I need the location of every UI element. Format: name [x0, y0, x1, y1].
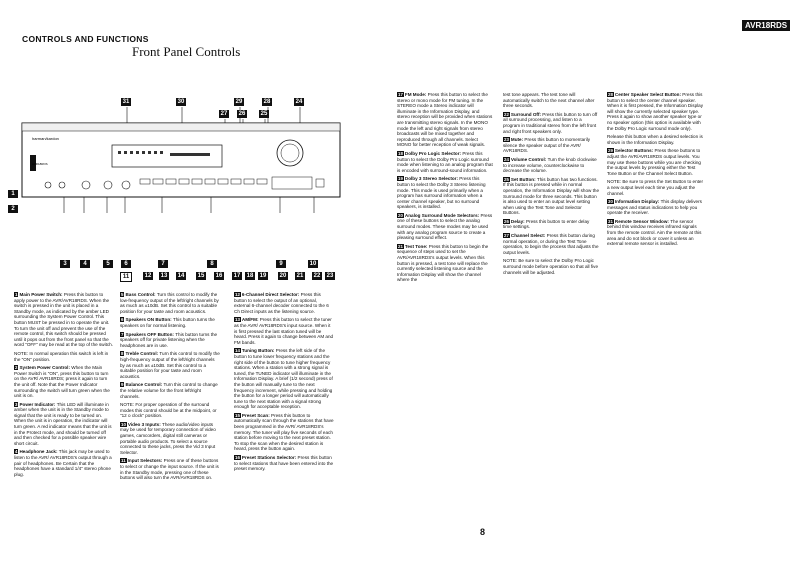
item-text: Press this button to enter delay time settings.: [503, 218, 590, 230]
callout-11: 11: [120, 272, 132, 282]
paragraph: [503, 112, 599, 134]
item-text: Press this button to select the center channel speaker. When it is first pressed, the Information Display will show the currently selected speaker type. Press it again to show another speaker type or no speaker option (this option is available with the Dolby Pro Logic surround mode only).: [607, 92, 703, 131]
item-number-badge: 30: [608, 199, 613, 205]
section-heading: CONTROLS AND FUNCTIONS: [22, 34, 149, 44]
paragraph: [234, 348, 334, 410]
paragraph: [503, 137, 599, 154]
callout-31: 31: [122, 99, 130, 105]
item-text: NOTE: For proper operation of the surround modes this control should be at the midpoint, or "12 o clock" position.: [120, 402, 217, 419]
paragraph: [120, 382, 220, 399]
item-text: These audio/video inputs may be used for temporary connection of video games, camcorders, digital still cameras or portable audio products. To select a source connected to these jacks, press the Vid 3 Input Selector.: [120, 421, 216, 455]
callout-12: 12: [144, 273, 152, 279]
item-text: Turn this control to change the relative volume for the front left/right channels.: [120, 382, 218, 399]
callout-23: 23: [326, 273, 334, 279]
callout-5: 5: [103, 260, 113, 268]
item-number-badge: 17: [398, 92, 403, 97]
text-column-4: [397, 92, 493, 286]
item-number-badge: 10: [121, 421, 126, 427]
paragraph: [607, 92, 703, 131]
item-label: Selector Buttons:: [614, 148, 655, 154]
paragraph: [234, 413, 334, 452]
paragraph: [14, 292, 114, 348]
callout-2: 2: [8, 205, 18, 213]
item-text: Turn the knob clockwise to increase volume, counterclockwise to decrease the volume.: [503, 156, 597, 174]
callout-22: 22: [313, 273, 321, 279]
item-label: Main Power Switch:: [19, 292, 64, 297]
item-number-badge: 23: [504, 137, 509, 143]
text-column-5: [503, 92, 599, 278]
callout-25: 25: [260, 111, 268, 117]
callout-6: 6: [121, 260, 131, 268]
item-label: Speakers ON Button:: [125, 317, 173, 323]
paragraph: [503, 157, 599, 174]
callout-20: 20: [279, 273, 287, 279]
callout-27: 27: [220, 111, 228, 117]
item-number-badge: 14: [235, 348, 240, 354]
callout-3: 3: [60, 260, 70, 268]
item-text: Press this button to select the stereo or mono mode for FM tuning. In the STEREO mode a Stereo indicator will illuminate in the Information Display, and stereo reception will be provided when stations are transmitting stereo signals. In the MONO mode the left and right signals from stereo broadcasts will be mixed together and reproduced through all channels. Select MONO for better reception of weak signals.: [397, 92, 493, 148]
paragraph: [234, 455, 334, 472]
item-label: Tuning Button:: [241, 348, 276, 354]
item-text: Press this button to begin the sequence of steps used to set the AVR/AVR18RDS's output levels. When this button is pressed, a test tone will replace the currently selected listening source and the Information Display will show the channel where the: [397, 243, 489, 283]
item-text: Press this button to select the output of an optional, external 6-channel decoder connected to the 6 Ch Direct inputs as the listening source.: [234, 292, 329, 314]
item-label: Volume Control:: [510, 156, 548, 162]
item-label: Power Indicator:: [19, 401, 57, 407]
item-label: Center Speaker Select Button:: [614, 92, 683, 97]
item-text: Turn this control to modify the low-frequency output of the left/right channels by as much as ±10dB. Set this control to a suitable position for your taste and room acoustics.: [120, 292, 219, 314]
paragraph: [120, 317, 220, 328]
item-label: Treble Control:: [125, 351, 160, 357]
callout-17: 17: [233, 273, 241, 279]
callout-26: 26: [238, 111, 246, 117]
item-label: Analog Surround Mode Selectors:: [404, 212, 481, 218]
item-text: Press this button to select stations that have been entered into the preset memory.: [234, 455, 334, 472]
paragraph: [397, 151, 493, 173]
paragraph: [14, 402, 114, 447]
text-column-1: [14, 292, 114, 480]
text-column-2: [120, 292, 220, 484]
item-text: The sensor behind this window receives infrared signals from the remote control. Aim the remote at this area and do not block or cover it unless an external remote sensor is installed.: [607, 218, 702, 247]
panel-model-text: AVR18RDS: [32, 162, 48, 166]
callout-4: 4: [80, 260, 90, 268]
item-text: Press this button to apply power to the AVR/AVR18RDS. When the switch is pressed in the unit is placed in a Standby mode, as indicated by the amber LED surrounding the System Power Control. This button MUST be pressed in to operate the unit. To turn the unit off and prevent the use of the remote control, this switch should be pressed until it pops out from the front panel so that the word "OFF" may be read at the top of the switch.: [14, 292, 114, 348]
callout-15: 15: [197, 273, 205, 279]
item-text: Press this button during normal operation, or during the Test Tone operation, to begin the process that adjusts the output levels.: [503, 233, 599, 255]
callout-8: 8: [207, 260, 217, 268]
callout-28: 28: [263, 99, 271, 105]
item-number-badge: 5: [121, 292, 124, 297]
item-number-badge: 13: [235, 317, 240, 323]
item-label: Test Tone:: [404, 243, 429, 249]
item-number-badge: 24: [504, 156, 509, 162]
item-number-badge: 8: [121, 351, 124, 357]
callout-16: 16: [215, 273, 223, 279]
paragraph: [607, 179, 703, 196]
item-number-badge: 6: [121, 317, 124, 323]
item-text: NOTE: In normal operation this switch is left in the "ON" position.: [14, 350, 109, 362]
callout-10: 10: [309, 261, 317, 267]
item-number-badge: 11: [121, 458, 126, 464]
page-title: Front Panel Controls: [132, 44, 241, 59]
paragraph: [503, 92, 599, 109]
item-label: Bass Control:: [125, 292, 157, 297]
item-label: Speakers OFF Button:: [125, 331, 176, 337]
item-label: Information Display:: [614, 199, 661, 205]
item-number-badge: 19: [398, 176, 403, 182]
text-column-6: [607, 92, 703, 250]
item-label: Delay:: [510, 218, 526, 224]
paragraph: [397, 176, 493, 210]
paragraph: [120, 402, 220, 419]
paragraph: [397, 92, 493, 148]
paragraph: [607, 219, 703, 247]
item-text: Press this button to select the tuner as the AVR/ AVR18RDS's input source. When it is first pressed the last station tuned will be heard. Press it again to change between AM and FM bands.: [234, 317, 334, 345]
item-number-badge: 3: [15, 401, 18, 407]
callout-19: 19: [259, 273, 267, 279]
item-number-badge: 28: [608, 92, 613, 97]
item-number-badge: 25: [504, 176, 509, 182]
paragraph: [14, 351, 114, 362]
paragraph: [120, 422, 220, 456]
item-label: Surround Off:: [510, 111, 543, 117]
item-text: This LED will illuminate in amber when the unit is in the Standby mode to signal that the unit is ready to be turned on. When the unit is in operation, the indicator will turn green. A red indicator means that the unit is in the Protect mode, and should be turned off and then checked for a possible speaker wire short circuit.: [14, 401, 112, 446]
front-panel-diagram: [0, 95, 380, 255]
item-text: Press this button to select the Dolby Pro Logic surround mode when listening to an analog program that is encoded with surround-sound information.: [397, 150, 493, 173]
item-label: 6-Channel Direct Selector:: [241, 292, 301, 297]
model-badge: AVR18RDS: [742, 20, 790, 31]
item-number-badge: 31: [608, 218, 613, 224]
item-number-badge: 1: [15, 292, 18, 297]
item-text: Press this button to automatically scan through the stations that have been programmed in the AVR/ AVR18RDS's memory. The tuner will play five seconds of each station before moving to the next preset station. To stop the scan when the desired station is heard, press the button again.: [234, 412, 334, 452]
callout-29: 29: [235, 99, 243, 105]
item-label: Dolby Pro Logic Selector:: [404, 150, 463, 156]
item-text: Release this button when a desired selection is shown in the Information Display.: [607, 134, 703, 145]
item-label: Input Selectors:: [127, 458, 164, 464]
callout-13: 13: [160, 273, 168, 279]
item-text: NOTE: Be sure to press the Set Button to enter a new output level each time you adjust the channel.: [607, 179, 704, 196]
item-text: Press this button to select the Dolby 3 Stereo listening mode. This mode is used primarily when a program has surround information when a center channel speaker, but no surround speakers, is installed.: [397, 176, 486, 210]
item-text: Turn this control to modify the high-frequency output of the left/right channels by as much as ±10dB. Set this control to a suitable position for your taste and room acoustics.: [120, 351, 220, 379]
item-text: This display delivers messages and status indications to help you operate the receiver.: [607, 199, 702, 216]
item-text: When the Main Power Switch is "ON", press this button to turn on the AVR/ AVR18RDS; press it again to turn the unit off. Note that the Power Indicator surrounding the switch will turn green when the unit is on.: [14, 365, 110, 399]
panel-brand: harman/kardon: [32, 136, 59, 141]
item-label: Video 3 Inputs:: [127, 421, 163, 427]
item-text: Press one of these buttons to select the analog surround modes. These modes may be used with any analog program source to create a pleasing surround effect.: [397, 212, 493, 241]
item-text: This button turns the speakers on for normal listening.: [120, 317, 215, 328]
item-label: Mute:: [510, 137, 525, 143]
paragraph: [503, 258, 599, 275]
paragraph: [14, 365, 114, 399]
item-number-badge: 7: [121, 331, 124, 337]
paragraph: [607, 199, 703, 216]
item-label: Channel Select:: [510, 233, 547, 239]
callout-30: 30: [177, 99, 185, 105]
item-label: Dolby 3 Stereo Selector:: [404, 176, 460, 182]
paragraph: [120, 458, 220, 480]
item-number-badge: 22: [504, 111, 509, 117]
paragraph: [607, 148, 703, 176]
item-text: This button has two functions. If this button is pressed while in normal operation, the Information Display will show the Surround mode for three seconds. This button is also used to enter an output level setting when using the Test Tone and Selector Buttons.: [503, 176, 600, 216]
paragraph: [120, 292, 220, 314]
paragraph: [120, 351, 220, 379]
item-text: Press this button to momentarily silence the speaker output of the AVR/ AVR18RDS.: [503, 137, 591, 154]
item-number-badge: 29: [608, 148, 613, 154]
paragraph: [14, 449, 114, 477]
item-label: Preset Scan:: [241, 412, 271, 418]
item-label: AM/FM:: [241, 317, 260, 323]
item-label: Headphone Jack:: [19, 449, 59, 455]
item-number-badge: 4: [15, 449, 18, 455]
paragraph: [397, 213, 493, 241]
paragraph: [234, 292, 334, 314]
item-label: System Power Control:: [19, 365, 72, 371]
paragraph: [120, 332, 220, 349]
item-text: This button turns the speakers off for private listening when the headphones are in use.: [120, 331, 218, 348]
item-text: This jack may be used to listen to the AVR/ AVR18RDS's output through a pair of headphones. Be Certain that the headphones have a standard 1/4" stereo phone plug.: [14, 449, 112, 477]
item-text: Press one of these buttons to select or change the input source. If the unit is in the Standby mode, pressing one of these buttons will also turn the AVR/AVR18RDS on.: [120, 458, 219, 481]
item-number-badge: 21: [398, 243, 403, 249]
item-label: Remote Sensor Window:: [614, 218, 671, 224]
callout-9: 9: [276, 260, 286, 268]
callout-14: 14: [177, 273, 185, 279]
paragraph: [607, 134, 703, 145]
item-number-badge: 16: [235, 455, 240, 461]
item-number-badge: 15: [235, 412, 240, 418]
item-number-badge: 12: [235, 292, 240, 297]
item-label: Set Button:: [510, 176, 537, 182]
callout-21: 21: [296, 273, 304, 279]
item-number-badge: 26: [504, 218, 509, 224]
item-text: Press the left side of the button to tune lower frequency stations and the right side of the button to tune higher frequency stations. When a station with a strong signal is tuned, the TUNED indicator will illuminate in the Information Display. A brief (1/2 second) press of the button will manually tune to the next frequency increment, while pressing and holding the button for a longer period will automatically tune to the next station with a signal strong enough for acceptable reception.: [234, 348, 333, 410]
item-label: FM Mode:: [404, 92, 428, 97]
item-number-badge: 20: [398, 212, 403, 218]
item-text: Press this button to turn off all surround processing, and listen to a program in traditional stereo from the left front and right front speakers only.: [503, 111, 598, 134]
paragraph: [503, 219, 599, 230]
item-number-badge: 9: [121, 382, 124, 388]
callout-1: 1: [8, 190, 18, 198]
item-text: test tone appears. The test tone will automatically switch to the next channel after three seconds.: [503, 92, 595, 109]
callout-18: 18: [246, 273, 254, 279]
page-number: 8: [480, 527, 486, 537]
text-column-3: [234, 292, 334, 475]
item-text: NOTE: Be sure to select the Dolby Pro Logic surround mode before operation so that all five channels will be adjusted.: [503, 258, 598, 275]
item-label: Preset Stations Selector:: [241, 455, 298, 461]
item-number-badge: 2: [15, 365, 18, 371]
paragraph: [503, 177, 599, 216]
paragraph: [397, 244, 493, 283]
item-text: Press these buttons to adjust the AVR/AVR18RDS output levels. You may use these buttons while you are checking the output levels by pressing either the Test Tone Button or the Channel Select Button.: [607, 148, 701, 176]
paragraph: [503, 233, 599, 255]
callout-7: 7: [158, 260, 168, 268]
item-number-badge: 18: [398, 150, 403, 156]
callout-24: 24: [295, 99, 303, 105]
item-label: Balance Control:: [125, 382, 164, 388]
paragraph: [234, 317, 334, 345]
item-number-badge: 27: [504, 233, 509, 239]
